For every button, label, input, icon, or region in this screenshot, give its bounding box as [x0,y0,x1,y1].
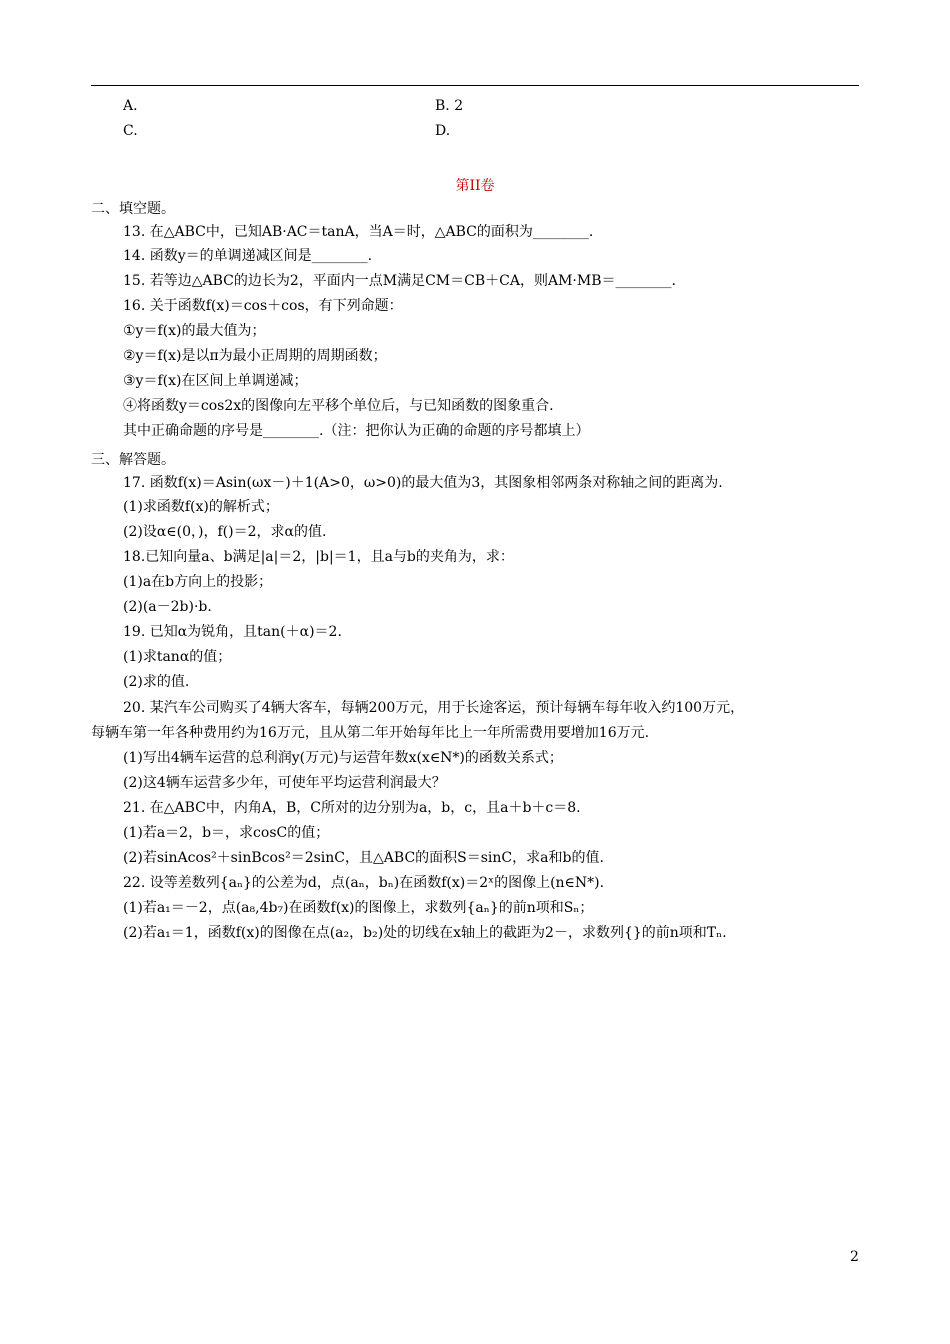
proposition-4: ④将函数y＝cos2x的图像向左平移个单位后，与已知函数的图象重合. [123,398,554,414]
question-20-part1: (1)写出4辆车运营的总利润y(万元)与运营年数x(x∈N*)的函数关系式； [123,750,563,766]
question-19-part2: (2)求的值. [123,674,190,690]
page-number: 2 [850,1249,859,1265]
question-21-part2: (2)若sinAcos²＋sinBcos²＝2sinC，且△ABC的面积S＝sinC，求a和b的值. [123,850,604,866]
question-17-part2: (2)设α∈(0，)，f()＝2，求α的值. [123,524,327,540]
question-18-part1: (1)a在b方向上的投影； [123,574,273,590]
question-21-part1: (1)若a＝2，b＝，求cosC的值； [123,825,330,841]
option-b: B. 2 [435,98,464,114]
question-20: 20. 某汽车公司购买了4辆大客车，每辆200万元，用于长途客运，预计每辆车每年收入约100万元， [123,700,745,716]
part-title: 第II卷 [455,178,495,194]
question-22-part2: (2)若a₁＝1，函数f(x)的图像在点(a₂，b₂)处的切线在x轴上的截距为2－，求数列{}的前n项和Tₙ. [123,925,727,941]
question-20-part2: (2)这4辆车运营多少年，可使年平均运营利润最大？ [123,775,446,791]
question-19: 19. 已知α为锐角，且tan(＋α)＝2. [123,624,342,640]
option-a: A. [123,98,138,114]
question-18: 18.已知向量a、b满足|a|＝2，|b|＝1，且a与b的夹角为，求： [123,549,514,565]
proposition-1: ①y＝f(x)的最大值为； [123,323,266,339]
question-16: 16. 关于函数f(x)＝cos＋cos，有下列命题： [123,298,403,314]
question-13: 13. 在△ABC中，已知AB·AC＝tanA，当A＝时，△ABC的面积为________. [123,224,594,240]
option-c: C. [123,123,138,139]
question-22: 22. 设等差数列{aₙ}的公差为d，点(aₙ，bₙ)在函数f(x)＝2ˣ的图像上(n∈N*). [123,875,605,891]
option-d: D. [435,123,451,139]
question-22-part1: (1)若a₁＝－2，点(a₈,4b₇)在函数f(x)的图像上，求数列{aₙ}的前n项和Sₙ； [123,900,594,916]
proposition-2: ②y＝f(x)是以π为最小正周期的周期函数； [123,348,387,364]
header-rule [91,85,859,86]
question-14: 14. 函数y＝的单调递减区间是________. [123,248,373,264]
question-17-part1: (1)求函数f(x)的解析式； [123,499,279,515]
question-18-part2: (2)(a－2b)·b. [123,599,212,615]
question-19-part1: (1)求tanα的值； [123,649,232,665]
section3-title: 三、解答题。 [91,452,175,468]
proposition-3: ③y＝f(x)在区间上单调递减； [123,373,308,389]
question-17: 17. 函数f(x)＝Asin(ωx－)＋1(A>0，ω>0)的最大值为3，其图象相邻两条对称轴之间的距离为. [123,475,723,491]
section2-title: 二、填空题。 [91,201,175,217]
question-21: 21. 在△ABC中，内角A，B，C所对的边分别为a，b，c，且a＋b＋c＝8. [123,800,581,816]
question-20-cont: 每辆车第一年各种费用约为16万元，且从第二年开始每年比上一年所需费用要增加16万元. [91,725,650,741]
question-15: 15. 若等边△ABC的边长为2，平面内一点M满足CM＝CB＋CA，则AM·MB＝________. [123,273,676,289]
question-16-prompt: 其中正确命题的序号是________.（注：把你认为正确的命题的序号都填上） [123,423,590,439]
